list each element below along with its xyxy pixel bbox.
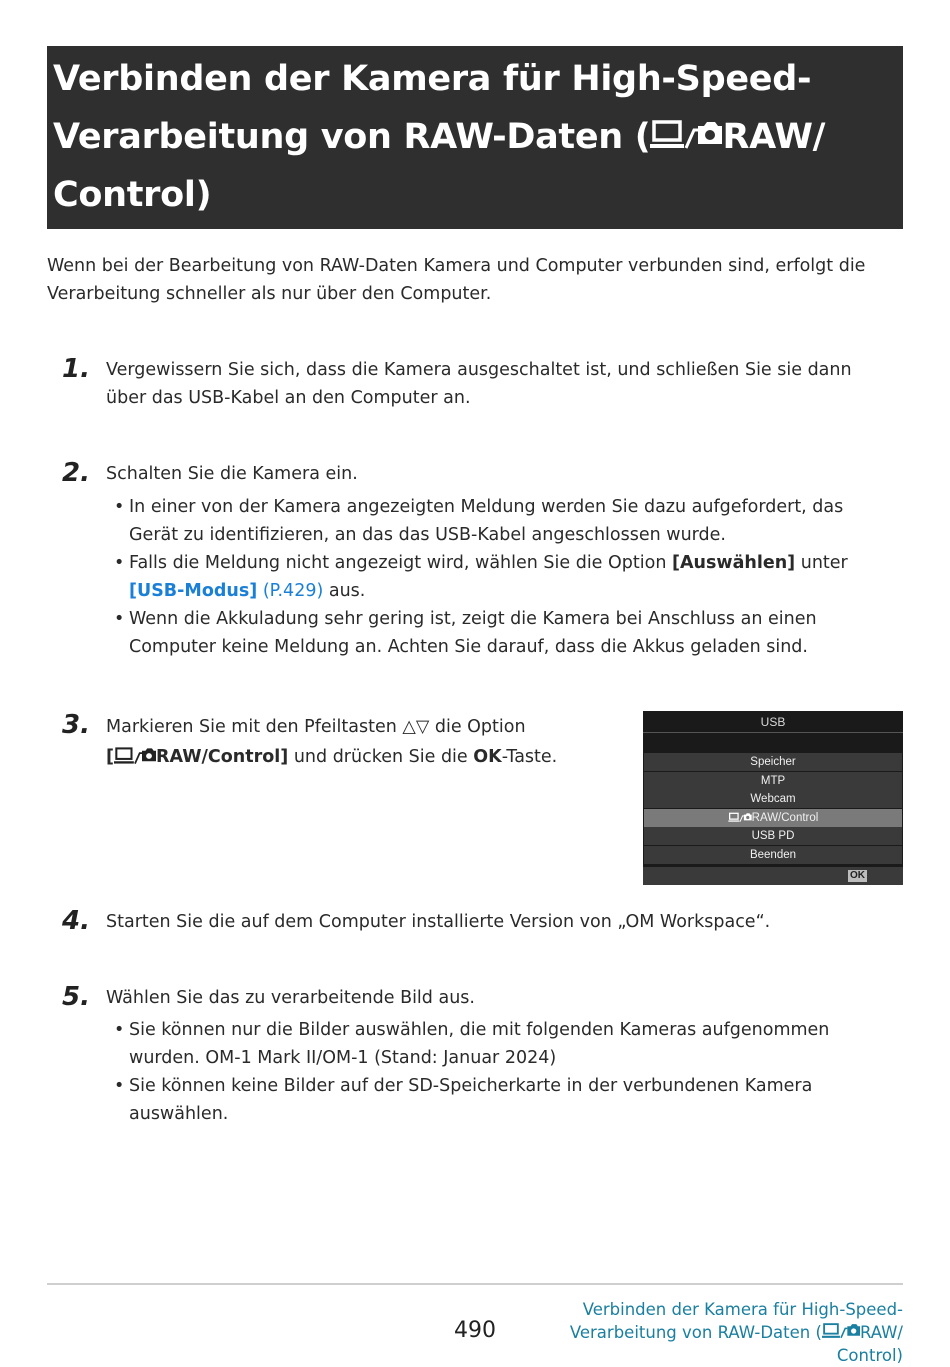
pc-camera-icon [822, 1322, 860, 1340]
bullet-text: Falls die Meldung nicht angezeigt wird, wählen Sie die Option [129, 553, 672, 573]
bullet-item: • In einer von der Kamera angezeigten Meldung werden Sie dazu aufgefordert, das Gerät zu identifizieren, an das das USB-Kabel angeschlossen wurde. [114, 493, 894, 549]
step-number: 3. [62, 710, 90, 740]
menu-item-mtp[interactable]: MTP [644, 772, 902, 790]
step-text: Vergewissern Sie sich, dass die Kamera ausgeschaltet ist, und schließen Sie sie dann über das USB-Kabel an den Computer an. [106, 360, 852, 408]
footer-title-line-1: Verbinden der Kamera für High-Speed- [582, 1300, 903, 1319]
pc-camera-icon [728, 812, 752, 823]
footer-section-link[interactable] [543, 1298, 903, 1367]
step-text-part: -Taste. [501, 747, 558, 767]
title-line-2-pre: Verarbeitung von RAW-Daten ( [53, 117, 651, 157]
step-text: Wählen Sie das zu verarbeitende Bild aus. [106, 988, 475, 1008]
ok-key-label: OK [473, 747, 502, 767]
footer-title-line-3: Control) [836, 1346, 903, 1365]
step-text: Starten Sie die auf dem Computer installierte Version von „OM Workspace“. [106, 912, 771, 932]
title-bar [47, 46, 903, 229]
step-text-part: Markieren Sie mit den Pfeiltasten [106, 717, 403, 737]
footer-divider [47, 1283, 903, 1285]
menu-item-raw-control[interactable] [644, 809, 902, 827]
page-number: 490 [454, 1318, 496, 1343]
arrow-keys-icon: △▽ [402, 717, 430, 737]
option-bracket: [ [106, 747, 114, 767]
bullet-text: unter [795, 553, 848, 573]
step-text [106, 712, 626, 772]
camera-usb-menu-screen [643, 711, 903, 885]
screen-header: USB [643, 711, 903, 733]
bullet-item: • Sie können keine Bilder auf der SD-Speicherkarte in der verbundenen Kamera auswählen. [114, 1072, 899, 1128]
step-text: Schalten Sie die Kamera ein. [106, 464, 358, 484]
option-raw-control [114, 747, 288, 767]
option-auswaehlen: [Auswählen] [671, 553, 796, 573]
menu-item-label: RAW/Control [751, 811, 819, 824]
step-text-part: die Option [429, 717, 526, 737]
pc-camera-icon [650, 118, 722, 152]
title-line-1: Verbinden der Kamera für High-Speed- [53, 59, 812, 99]
menu-item-beenden[interactable]: Beenden [644, 846, 902, 864]
menu-item-webcam[interactable]: Webcam [644, 790, 902, 808]
intro-paragraph: Wenn bei der Bearbeitung von RAW-Daten Kamera und Computer verbunden sind, erfolgt die Verarbeitung schneller als nur über den Computer. [47, 256, 866, 304]
usb-menu [644, 753, 902, 865]
option-label: RAW/Control] [156, 747, 289, 767]
step-number: 1. [62, 354, 90, 384]
page-reference-link[interactable]: (P.429) [262, 581, 324, 601]
step-5-bullets [114, 1016, 899, 1128]
usb-modus-link[interactable]: [USB-Modus] [129, 581, 258, 601]
menu-item-speicher[interactable]: Speicher [644, 753, 902, 771]
pc-camera-icon [114, 746, 156, 766]
bullet-item [114, 549, 894, 605]
page-title [53, 50, 897, 224]
step-2-bullets [114, 493, 894, 661]
menu-item-usb-pd[interactable]: USB PD [644, 827, 902, 845]
title-line-3: Control) [53, 175, 212, 215]
step-text-part: und drücken Sie die [288, 747, 474, 767]
footer-title-line-2-pre: Verarbeitung von RAW-Daten ( [569, 1323, 822, 1342]
step-number: 2. [62, 458, 90, 488]
bullet-text: aus. [323, 581, 366, 601]
bullet-item: • Wenn die Akkuladung sehr gering ist, zeigt die Kamera bei Anschluss an einen Computer keine Meldung an. Achten Sie darauf, dass die Akkus geladen sind. [114, 605, 894, 661]
step-number: 5. [62, 982, 90, 1012]
bullet-item: • Sie können nur die Bilder auswählen, die mit folgenden Kameras aufgenommen wurden. OM-1 Mark II/OM-1 (Stand: Januar 2024) [114, 1016, 899, 1072]
ok-button-icon: OK [850, 870, 865, 881]
title-line-2-post: RAW/ [722, 117, 826, 157]
step-number: 4. [62, 906, 90, 936]
footer-title-line-2-post: RAW/ [859, 1323, 903, 1342]
